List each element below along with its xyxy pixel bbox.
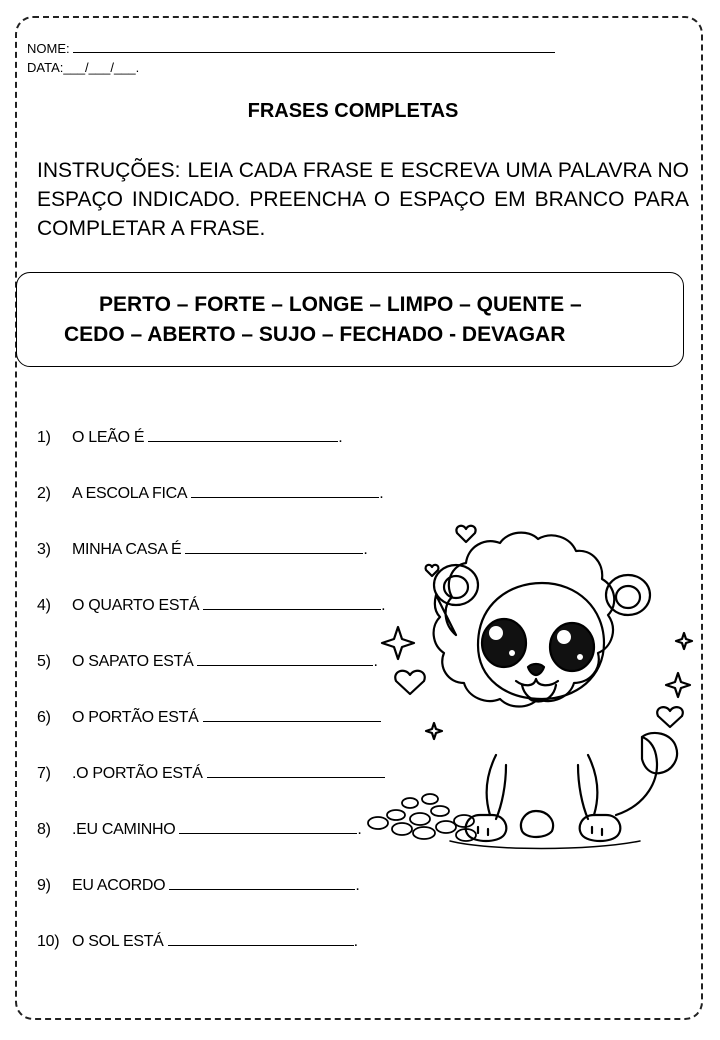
sparkle-icon: [666, 673, 690, 697]
pebbles: [368, 794, 476, 841]
item-text: O SAPATO ESTÁ: [72, 653, 194, 670]
date-field: [27, 60, 139, 76]
instructions: INSTRUÇÕES: LEIA CADA FRASE E ESCREVA UMA PALAVRA NO ESPAÇO INDICADO. PREENCHA O ESPAÇO EM BRANCO PARA COMPLETAR A FRASE.: [37, 159, 689, 240]
heart-icon: [456, 526, 475, 542]
name-label: NOME:: [27, 41, 70, 56]
answer-blank[interactable]: [203, 708, 381, 722]
item-text: O LEÃO É: [72, 429, 145, 446]
item-end: .: [355, 877, 360, 894]
answer-blank[interactable]: [185, 540, 363, 554]
sparkle-icon: [676, 633, 692, 649]
word-bank-line-1: PERTO – FORTE – LONGE – LIMPO – QUENTE –: [99, 293, 582, 316]
item-text: MINHA CASA É: [72, 541, 182, 558]
mane: [434, 533, 615, 707]
sparkle-icon: [382, 627, 414, 659]
answer-blank[interactable]: [179, 820, 357, 834]
date-label: DATA:___/___/___.: [27, 60, 140, 75]
list-item: [37, 932, 358, 951]
answer-blank[interactable]: [203, 596, 381, 610]
answer-blank[interactable]: [207, 764, 385, 778]
item-number: 1): [37, 429, 51, 446]
list-item: [37, 652, 378, 671]
item-text: O SOL ESTÁ: [72, 933, 164, 950]
item-end: .: [353, 933, 358, 950]
list-item: [37, 820, 362, 839]
sparkle-icon: [426, 723, 442, 739]
list-item: [37, 484, 383, 503]
answer-blank[interactable]: [148, 428, 338, 442]
item-number: 8): [37, 821, 51, 838]
answer-blank[interactable]: [191, 484, 379, 498]
item-text: .O PORTÃO ESTÁ: [72, 765, 203, 782]
word-bank-line-2: CEDO – ABERTO – SUJO – FECHADO - DEVAGAR: [64, 323, 566, 346]
lion-cub-illustration: [366, 515, 702, 860]
word-bank-box: [16, 272, 684, 367]
list-item: [37, 764, 385, 783]
item-end: .: [373, 653, 378, 670]
item-number: 7): [37, 765, 51, 782]
answer-blank[interactable]: [168, 932, 354, 946]
item-text: O PORTÃO ESTÁ: [72, 709, 199, 726]
answer-blank[interactable]: [197, 652, 373, 666]
list-item: [37, 708, 381, 727]
item-number: 10): [37, 933, 60, 950]
list-item: [37, 596, 385, 615]
answer-blank[interactable]: [169, 876, 355, 890]
list-item: [37, 428, 342, 447]
item-text: O QUARTO ESTÁ: [72, 597, 200, 614]
heart-icon: [657, 707, 683, 727]
item-end: .: [363, 541, 368, 558]
list-item: [37, 540, 367, 559]
item-text: A ESCOLA FICA: [72, 485, 188, 502]
page-title: FRASES COMPLETAS: [247, 100, 459, 122]
heart-icon: [395, 671, 425, 694]
name-line[interactable]: [73, 40, 555, 53]
item-number: 4): [37, 597, 51, 614]
list-item: [37, 876, 359, 895]
item-text: EU ACORDO: [72, 877, 166, 894]
item-text: .EU CAMINHO: [72, 821, 176, 838]
item-number: 2): [37, 485, 51, 502]
item-end: .: [357, 821, 362, 838]
item-end: .: [381, 597, 386, 614]
item-number: 9): [37, 877, 51, 894]
item-number: 3): [37, 541, 51, 558]
item-end: .: [379, 485, 384, 502]
name-field: [27, 40, 555, 57]
item-number: 5): [37, 653, 51, 670]
item-end: .: [338, 429, 343, 446]
item-number: 6): [37, 709, 51, 726]
